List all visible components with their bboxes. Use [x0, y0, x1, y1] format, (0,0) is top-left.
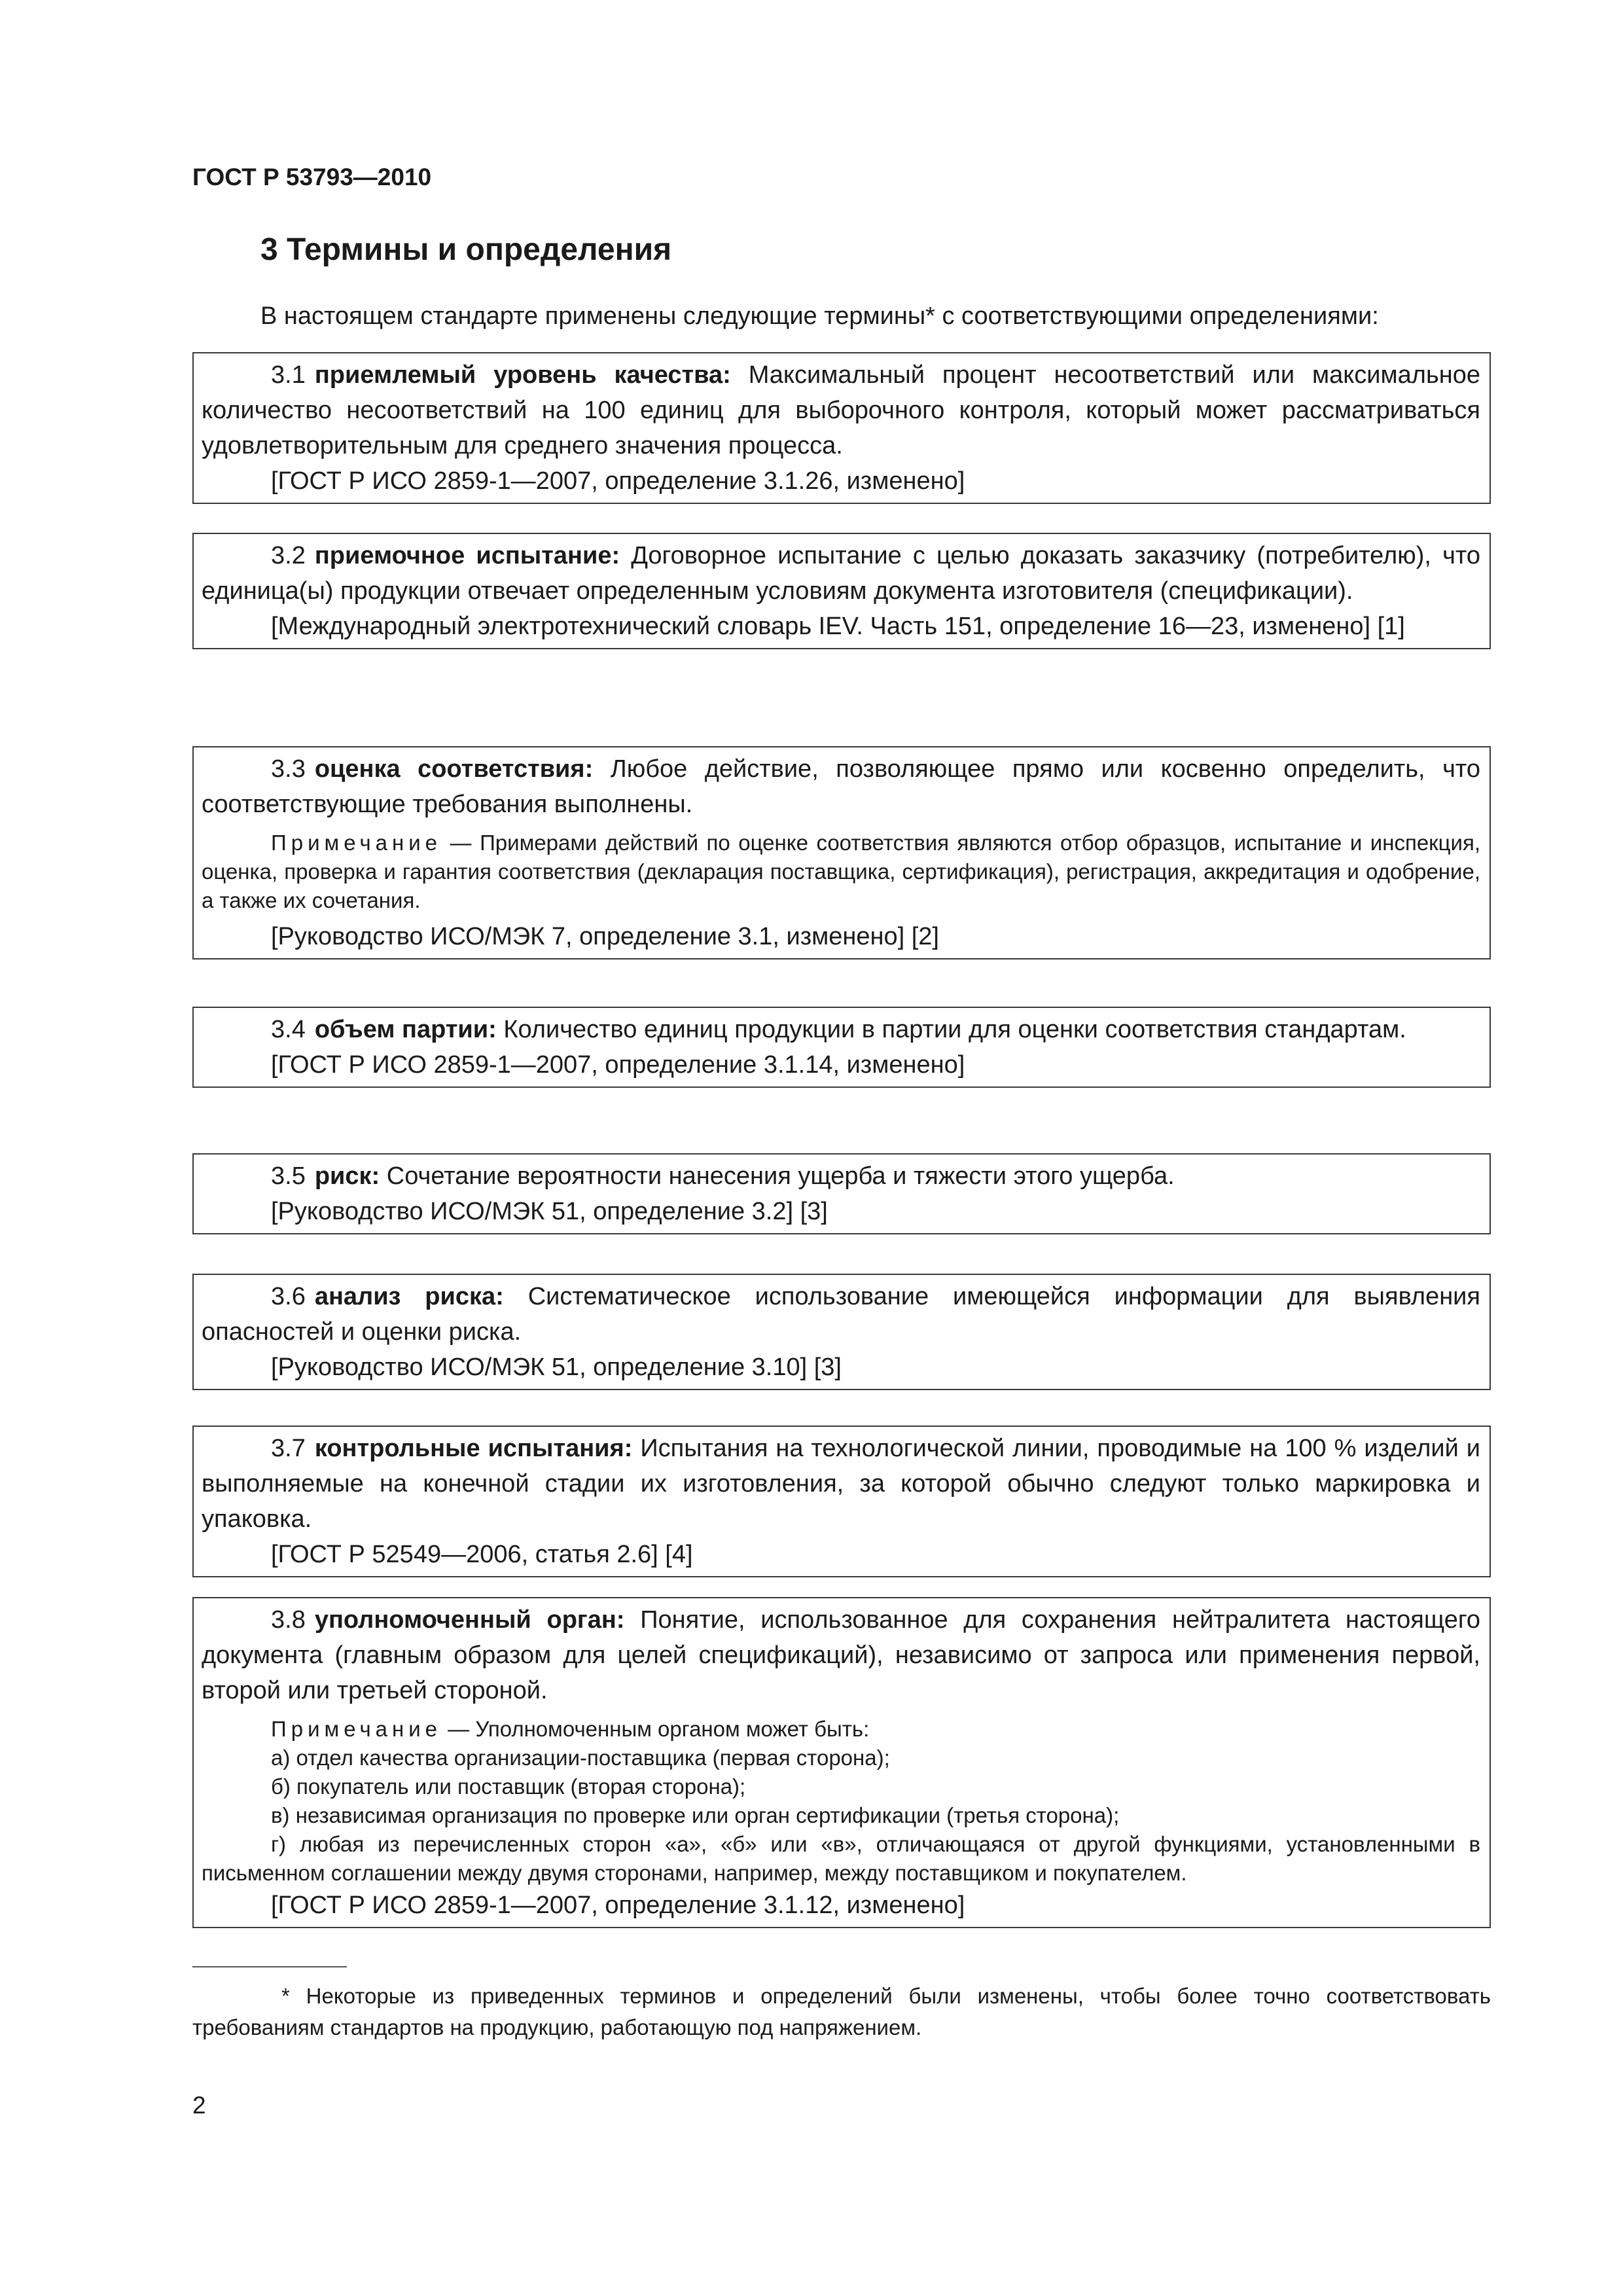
term-source: [Руководство ИСО/МЭК 51, определение 3.2] [3] — [271, 1198, 828, 1225]
term-name: оценка соответствия: — [314, 755, 594, 783]
term-number: 3.7 — [271, 1435, 306, 1462]
term-box-3-2 — [192, 533, 1491, 649]
term-definition-paragraph — [202, 1602, 1480, 1708]
term-source: [ГОСТ Р ИСО 2859-1—2007, определение 3.1.12, изменено] — [271, 1892, 965, 1919]
term-note — [202, 829, 1480, 915]
term-number: 3.1 — [271, 361, 306, 389]
note-label: Примечание — [271, 831, 442, 855]
term-box-3-3 — [192, 746, 1491, 960]
term-source: [Руководство ИСО/МЭК 7, определение 3.1, изменено] [2] — [271, 923, 939, 950]
term-definition-paragraph — [202, 751, 1480, 822]
term-definition: Понятие, использованное для сохранения нейтралитета настоящего документа (главным образом для целей спецификаций), независимо от запроса или применения первой, второй или третьей стороной. — [202, 1606, 1480, 1704]
section-intro: В настоящем стандарте применены следующие термины* с соответствующими определениями: — [260, 302, 1379, 330]
term-number: 3.8 — [271, 1606, 306, 1634]
note-list-item: а) отдел качества организации-поставщика (первая сторона); — [271, 1746, 890, 1770]
term-definition: Любое действие, позволяющее прямо или косвенно определить, что соответствующие требования выполнены. — [202, 755, 1481, 818]
term-definition-paragraph — [202, 538, 1480, 609]
term-source: [ГОСТ Р 52549—2006, статья 2.6] [4] — [271, 1541, 693, 1568]
term-name: анализ риска: — [314, 1283, 504, 1310]
term-name: уполномоченный орган: — [314, 1606, 625, 1634]
section-title: 3 Термины и определения — [260, 232, 672, 267]
note-text: — Уполномоченным органом может быть: — [442, 1717, 870, 1741]
term-box-3-4 — [192, 1007, 1491, 1088]
term-source: [ГОСТ Р ИСО 2859-1—2007, определение 3.1.26, изменено] — [271, 467, 965, 495]
term-source: [Международный электротехнический словарь IEV. Часть 151, определение 16—23, изменено] [1] — [271, 613, 1405, 640]
note-list-item: г) любая из перечисленных сторон «а», «б» или «в», отличающаяся от другой функциями, установленными в письменном соглашении между двумя сторонами, например, между поставщиком и покупателем. — [202, 1832, 1480, 1885]
term-source: [ГОСТ Р ИСО 2859-1—2007, определение 3.1.14, изменено] — [271, 1051, 965, 1079]
term-name: приемочное испытание: — [314, 542, 620, 569]
term-box-3-7 — [192, 1426, 1491, 1577]
term-box-3-8 — [192, 1597, 1491, 1928]
term-definition: Сочетание вероятности нанесения ущерба и тяжести этого ущерба. — [386, 1162, 1175, 1190]
document-header: ГОСТ Р 53793—2010 — [192, 164, 432, 190]
term-definition-paragraph — [202, 1012, 1480, 1047]
page-number: 2 — [192, 2092, 206, 2119]
term-source: [Руководство ИСО/МЭК 51, определение 3.10] [3] — [271, 1354, 842, 1381]
term-definition-paragraph — [202, 1431, 1480, 1537]
note-label: Примечание — [271, 1717, 442, 1741]
term-definition: Максимальный процент несоответствий или максимальное количество несоответствий на 100 единиц для выборочного контроля, который может рассматриваться удовлетворительным для среднего значения процесса. — [202, 361, 1480, 459]
term-note — [202, 1715, 1480, 1744]
term-box-3-5 — [192, 1153, 1491, 1234]
term-definition: Систематическое использование имеющейся информации для выявления опасностей и оценки риска. — [202, 1283, 1480, 1346]
term-number: 3.4 — [271, 1016, 306, 1043]
term-definition: Испытания на технологической линии, проводимые на 100 % изделий и выполняемые на конечной стадии их изготовления, за которой обычно следуют только маркировка и упаковка. — [202, 1435, 1480, 1533]
term-box-3-1 — [192, 352, 1491, 504]
term-definition: Договорное испытание с целью доказать заказчику (потребителю), что единица(ы) продукции отвечает определенным условиям документа изготовителя (спецификации). — [202, 542, 1480, 605]
term-definition-paragraph — [202, 1279, 1480, 1350]
term-number: 3.6 — [271, 1283, 306, 1310]
note-list-item: в) независимая организация по проверке или орган сертификации (третья сторона); — [271, 1803, 1120, 1827]
term-definition: Количество единиц продукции в партии для оценки соответствия стандартам. — [503, 1016, 1406, 1043]
term-definition-paragraph — [202, 1158, 1480, 1194]
footnote: * Некоторые из приведенных терминов и определений были изменены, чтобы более точно соответствовать требованиям стандартов на продукцию, работающую под напряжением. — [192, 1984, 1491, 2039]
term-number: 3.5 — [271, 1162, 306, 1190]
note-text: — Примерами действий по оценке соответствия являются отбор образцов, испытание и инспекция, оценка, проверка и гарантия соответствия (декларация поставщика, сертификация), регистрация, аккредитация и одобрение, а также их сочетания. — [202, 831, 1480, 912]
term-name: риск: — [314, 1162, 380, 1190]
term-box-3-6 — [192, 1274, 1491, 1390]
term-number: 3.3 — [271, 755, 306, 783]
term-name: контрольные испытания: — [314, 1435, 633, 1462]
note-list-item: б) покупатель или поставщик (вторая сторона); — [271, 1774, 746, 1799]
footnote-divider — [192, 1966, 347, 1967]
term-name: объем партии: — [314, 1016, 497, 1043]
term-name: приемлемый уровень качества: — [314, 361, 731, 389]
term-number: 3.2 — [271, 542, 306, 569]
term-definition-paragraph — [202, 357, 1480, 463]
